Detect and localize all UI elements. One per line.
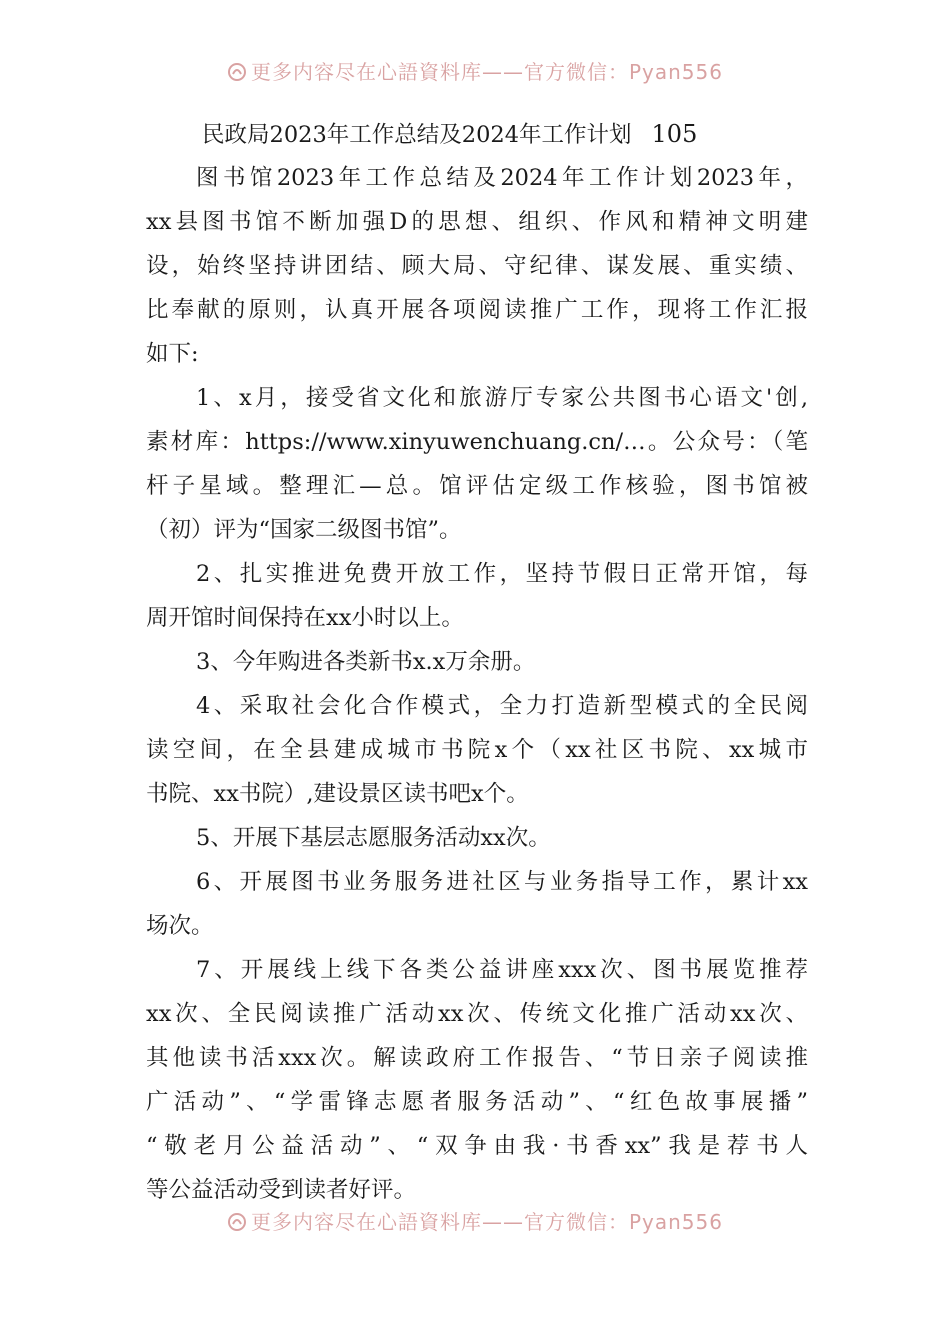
watermark-logo-icon (227, 1212, 247, 1232)
paragraph-line: 设，始终坚持讲团结、顾大局、守纪律、谋发展、重实绩、 (146, 253, 808, 279)
paragraph-line: 其他读书活xxx次。解读政府工作报告、“节日亲子阅读推 (146, 1045, 808, 1071)
watermark-top (0, 56, 950, 86)
paragraph-line: 场次。 (146, 913, 214, 939)
paragraph-line: 素材库：https://www.xinyuwenchuang.cn/…。公众号：（笔 (146, 429, 808, 455)
document-title-line (146, 112, 808, 156)
paragraph-line: 图书馆2023年工作总结及2024年工作计划2023年， (196, 165, 808, 191)
paragraph-line: xx县图书馆不断加强D的思想、组织、作风和精神文明建 (146, 209, 808, 235)
paragraph-line: 等公益活动受到读者好评。 (146, 1177, 417, 1203)
paragraph-line: 比奉献的原则，认真开展各项阅读推广工作，现将工作汇报 (146, 297, 808, 323)
paragraph-line: 周开馆时间保持在xx小时以上。 (146, 605, 464, 631)
paragraph-line: xx次、全民阅读推广活动xx次、传统文化推广活动xx次、 (146, 1001, 808, 1027)
paragraph-line: 7、开展线上线下各类公益讲座xxx次、图书展览推荐 (196, 957, 808, 983)
paragraph-line: 书院、xx书院）,建设景区读书吧x个。 (146, 781, 529, 807)
paragraph-line: 如下: (146, 341, 199, 367)
paragraph-line: 1、x月，接受省文化和旅游厅专家公共图书心语文'创, (196, 385, 808, 411)
paragraph-line: 2、扎实推进免费开放工作，坚持节假日正常开馆，每 (196, 561, 808, 587)
watermark-text: 更多内容尽在心語資料库——官方微信：Pyan556 (250, 60, 723, 84)
paragraph-line: 杆子星域。整理汇—总。馆评估定级工作核验，图书馆被 (146, 473, 808, 499)
watermark-bottom (0, 1206, 950, 1236)
paragraph-line: 广活动”、“学雷锋志愿者服务活动”、“红色故事展播” (146, 1089, 808, 1115)
watermark-logo-icon (227, 62, 247, 82)
watermark-text: 更多内容尽在心語資料库——官方微信：Pyan556 (250, 1210, 723, 1234)
document-title: 民政局2023年工作总结及2024年工作计划 (202, 122, 632, 148)
paragraph-line: 6、开展图书业务服务进社区与业务指导工作，累计xx (196, 869, 808, 895)
paragraph-line: 4、采取社会化合作模式，全力打造新型模式的全民阅 (196, 693, 808, 719)
paragraph-line: 5、开展下基层志愿服务活动xx次。 (196, 825, 551, 851)
paragraph-line: 读空间，在全县建成城市书院x个（xx社区书院、xx城市 (146, 737, 808, 763)
paragraph-line: （初）评为“国家二级图书馆”。 (146, 517, 462, 543)
document-title-number: 105 (651, 120, 698, 148)
paragraph-line: 3、今年购进各类新书x.x万余册。 (196, 649, 536, 675)
document-body (146, 112, 808, 1212)
paragraph-line: “敬老月公益活动”、“双争由我·书香xx”我是荐书人 (146, 1133, 808, 1159)
